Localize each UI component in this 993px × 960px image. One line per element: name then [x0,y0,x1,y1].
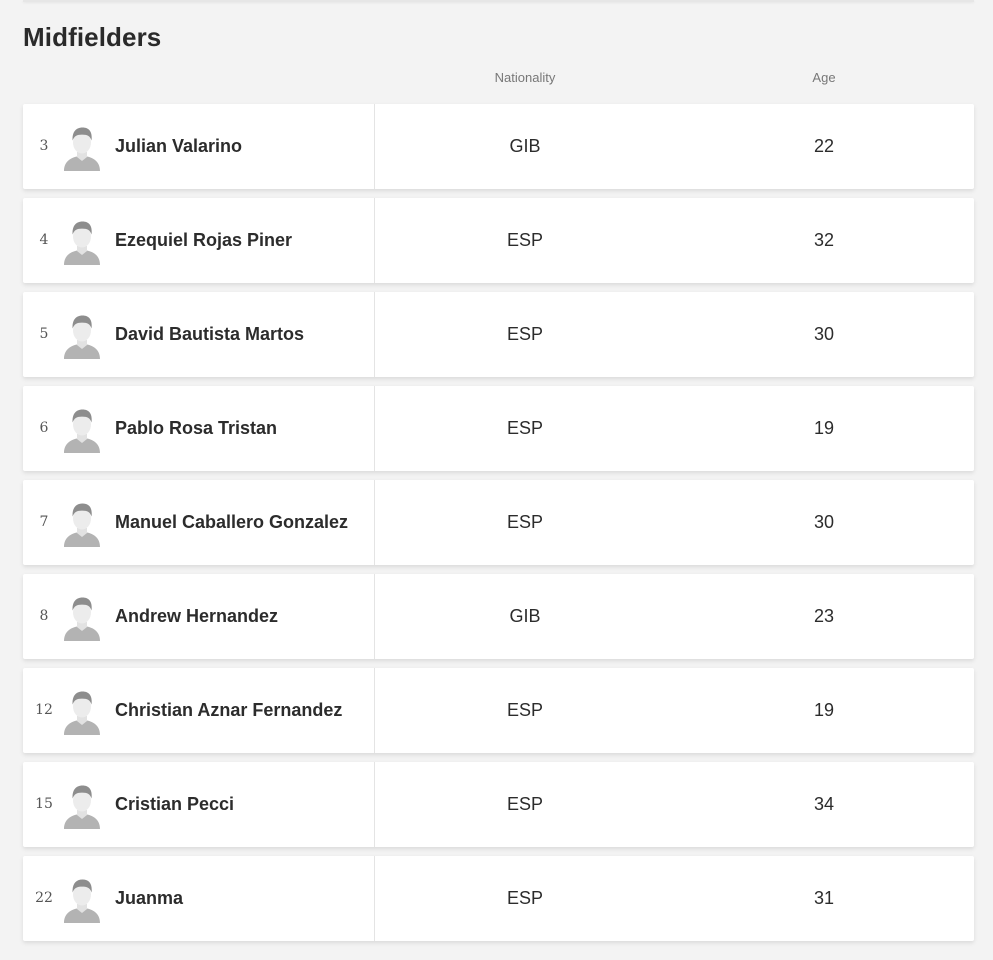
player-number: 12 [35,702,53,718]
player-row[interactable] [23,856,974,941]
player-age: 30 [813,324,835,344]
player-avatar-icon [63,689,101,735]
player-row[interactable] [23,104,974,189]
player-avatar-icon [63,313,101,359]
player-age: 23 [813,606,835,626]
player-row[interactable] [23,198,974,283]
player-name[interactable]: Julian Valarino [115,136,243,156]
player-avatar-icon [63,407,101,453]
player-nationality: ESP [506,230,544,250]
player-number: 15 [35,796,53,812]
player-number: 7 [39,514,49,530]
player-name[interactable]: Christian Aznar Fernandez [115,700,343,720]
player-number: 22 [35,890,53,906]
player-age: 19 [813,700,835,720]
row-divider [374,104,375,189]
player-age: 22 [813,136,835,156]
player-nationality: ESP [506,888,544,908]
player-avatar-icon [63,877,101,923]
player-row[interactable] [23,668,974,753]
player-avatar-icon [63,219,101,265]
player-name[interactable]: Manuel Caballero Gonzalez [115,512,349,532]
player-row[interactable] [23,762,974,847]
section-title: Midfielders [23,22,162,52]
player-age: 34 [813,794,835,814]
player-nationality: GIB [509,136,541,156]
player-row[interactable] [23,386,974,471]
player-nationality: ESP [506,794,544,814]
player-age: 19 [813,418,835,438]
player-avatar-icon [63,783,101,829]
player-nationality: ESP [506,512,544,532]
row-divider [374,574,375,659]
row-divider [374,292,375,377]
player-name[interactable]: Andrew Hernandez [115,606,279,626]
player-number: 5 [39,326,49,342]
previous-section-edge [23,0,974,2]
column-header-nationality: Nationality [494,70,556,85]
player-row[interactable] [23,292,974,377]
row-divider [374,856,375,941]
player-nationality: ESP [506,324,544,344]
player-name[interactable]: Cristian Pecci [115,794,235,814]
player-age: 32 [813,230,835,250]
row-divider [374,198,375,283]
player-age: 30 [813,512,835,532]
player-avatar-icon [63,501,101,547]
player-number: 6 [39,420,49,436]
row-divider [374,668,375,753]
player-nationality: ESP [506,700,544,720]
player-list [23,104,974,950]
row-divider [374,480,375,565]
player-avatar-icon [63,125,101,171]
player-name[interactable]: Juanma [115,888,184,908]
player-name[interactable]: Ezequiel Rojas Piner [115,230,293,250]
player-row[interactable] [23,574,974,659]
player-row[interactable] [23,480,974,565]
column-header-age: Age [812,70,836,85]
row-divider [374,762,375,847]
player-number: 4 [39,232,49,248]
player-nationality: GIB [509,606,541,626]
player-age: 31 [813,888,835,908]
player-avatar-icon [63,595,101,641]
player-name[interactable]: David Bautista Martos [115,324,305,344]
player-nationality: ESP [506,418,544,438]
player-number: 8 [39,608,49,624]
player-number: 3 [39,138,49,154]
row-divider [374,386,375,471]
player-name[interactable]: Pablo Rosa Tristan [115,418,278,438]
